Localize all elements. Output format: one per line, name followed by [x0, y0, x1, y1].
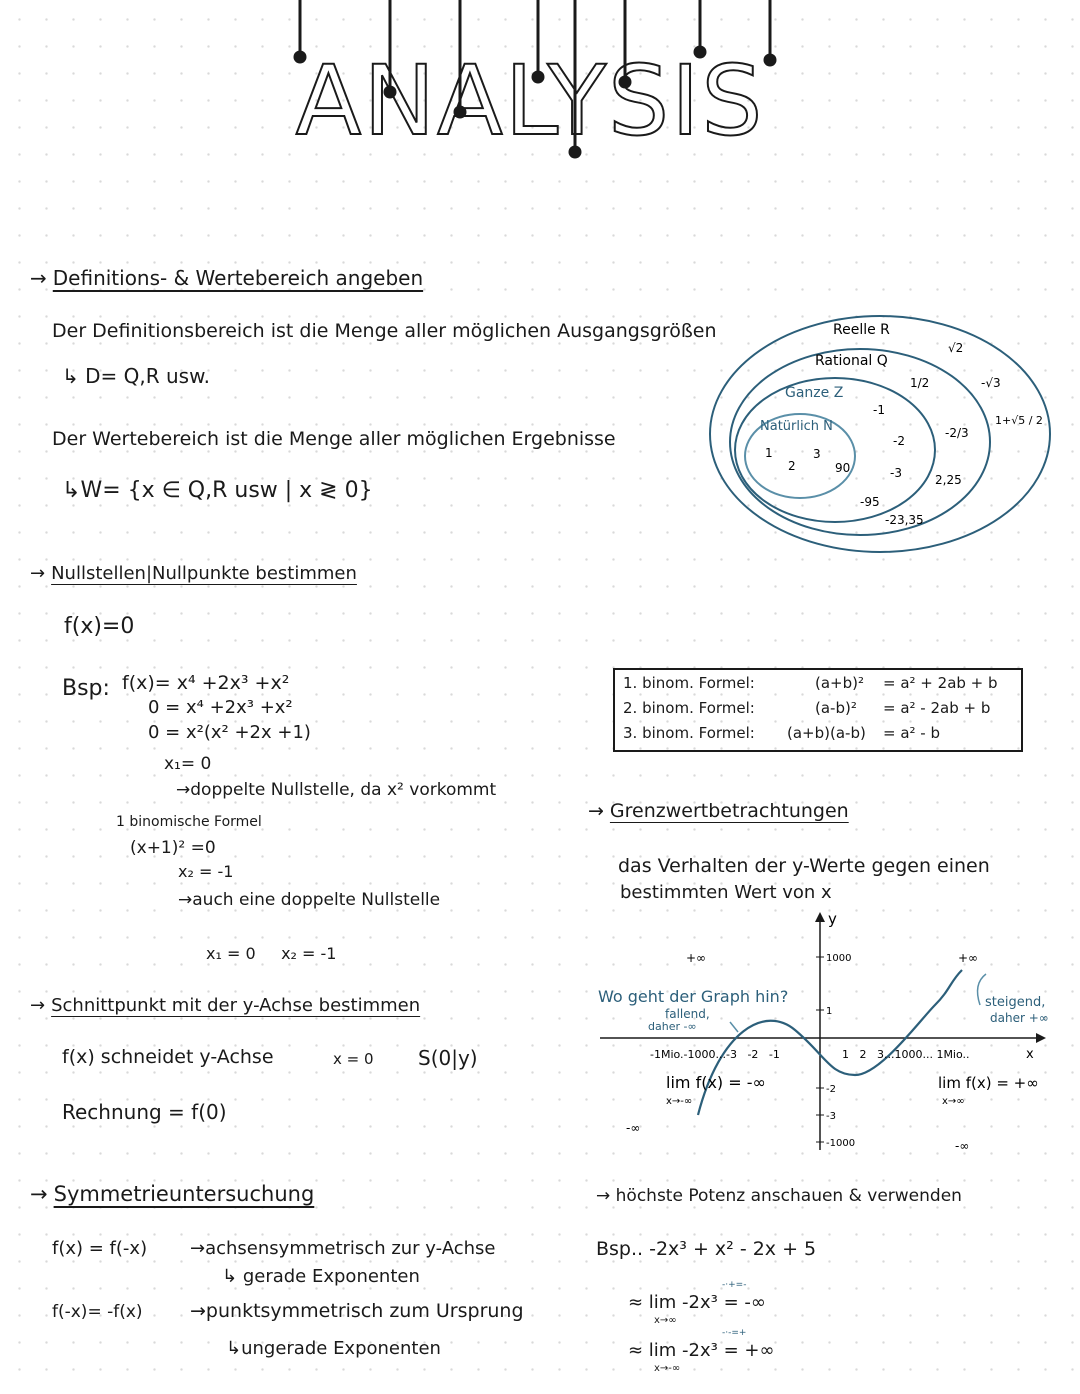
binom-label: 1 binomische Formel: [116, 814, 262, 830]
example-line: 0 = x⁴ +2x³ +x²: [148, 697, 293, 718]
y-intercept-cond: x = 0: [333, 1050, 374, 1068]
symmetry-sub-1: ↳ gerade Exponenten: [222, 1266, 420, 1287]
section-heading-y-intercept: → Schnittpunkt mit der y-Achse bestimmen: [30, 995, 421, 1016]
graph-question: Wo geht der Graph hin?: [598, 987, 789, 1006]
example-line: 0 = x²(x² +2x +1): [148, 722, 311, 743]
section-heading-zeros: → Nullstellen|Nullpunkte bestimmen: [30, 563, 357, 584]
y-tick: -2: [826, 1084, 836, 1095]
section-heading-symmetry: → Symmetrieuntersuchung: [30, 1182, 315, 1206]
zero-rule: f(x)=0: [64, 614, 135, 639]
minus-inf-left: -∞: [626, 1121, 641, 1135]
set-label-natural: Natürlich N: [760, 419, 833, 434]
lim-right-sub: x→∞: [942, 1096, 965, 1107]
binom-lhs-1: (a+b)²: [815, 674, 864, 692]
symmetry-desc-1: →achsensymmetrisch zur y-Achse: [190, 1238, 496, 1259]
section-heading-limits: → Grenzwertbetrachtungen: [588, 800, 849, 822]
x-axis-arrow: [1036, 1033, 1046, 1043]
y-intercept-calc: Rechnung = f(0): [62, 1100, 227, 1124]
y-intercept-point: S(0|y): [418, 1046, 478, 1070]
y-tick: 1: [826, 1006, 833, 1017]
lim-left: lim f(x) = -∞: [666, 1073, 766, 1092]
binom-lhs-2: (a-b)²: [815, 699, 857, 717]
plus-inf-left: +∞: [686, 951, 707, 965]
y-axis-arrow: [815, 912, 825, 922]
limits-text-2: bestimmten Wert von x: [620, 882, 832, 903]
zeros-result: x₁ = 0 x₂ = -1: [206, 944, 337, 963]
title-banner: [240, 0, 820, 175]
lim-right: lim f(x) = +∞: [938, 1074, 1039, 1092]
y-intercept-text: f(x) schneidet y-Achse: [62, 1046, 274, 1068]
arrow-fallend: [730, 1022, 738, 1032]
y-axis-label: y: [828, 910, 837, 928]
example-line: x₁= 0: [164, 754, 212, 774]
limit-graph: [590, 910, 1060, 1160]
set-label-real: Reelle R: [833, 322, 890, 338]
x-ticks-left: -1Mio.-1000...-3 -2 -1: [650, 1048, 780, 1061]
section-heading-definitions: → Definitions- & Wertebereich angeben: [30, 266, 424, 290]
real-num: √2: [948, 341, 964, 355]
binom-row-2: 2. binom. Formel:: [623, 699, 755, 717]
fallend-label-2: daher -∞: [648, 1020, 697, 1033]
limit-example: Bsp.. -2x³ + x² - 2x + 5: [596, 1238, 817, 1260]
definition-formula: ↳ D= Q,R usw.: [62, 364, 210, 388]
real-num: -√3: [981, 376, 1001, 390]
rat-num: 1/2: [910, 376, 930, 390]
y-tick: -3: [826, 1111, 836, 1122]
range-formula: ↳W= {x ∈ Q,R usw | x ≷ 0}: [62, 478, 373, 503]
example-line: f(x)= x⁴ +2x³ +x²: [122, 672, 290, 694]
set-label-integer: Ganze Z: [785, 385, 844, 401]
set-label-rational: Rational Q: [815, 353, 888, 369]
limits-text-1: das Verhalten der y-Werte gegen einen: [618, 855, 990, 877]
steigend-label: steigend,: [985, 995, 1046, 1010]
binom-row-3: 3. binom. Formel:: [623, 724, 755, 742]
rat-num: 2,25: [935, 473, 962, 487]
symmetry-sub-2: ↳ungerade Exponenten: [226, 1338, 441, 1359]
note-double-zero-2: →auch eine doppelte Nullstelle: [178, 890, 441, 910]
limit-example-1-sub: x→∞: [654, 1315, 677, 1326]
nat-num: 2: [788, 459, 796, 473]
binom-row-1: 1. binom. Formel:: [623, 674, 755, 692]
symmetry-eq-1: f(x) = f(-x): [52, 1238, 148, 1259]
y-tick: 1000: [826, 953, 852, 964]
bsp-label: Bsp:: [62, 676, 110, 701]
symmetry-desc-2: →punktsymmetrisch zum Ursprung: [190, 1300, 524, 1322]
rat-num: -2/3: [945, 426, 969, 440]
minus-inf-right: -∞: [955, 1139, 970, 1153]
number-sets-diagram: [705, 312, 1060, 562]
x-axis-label: x: [1026, 1047, 1034, 1062]
int-num: -2: [893, 434, 905, 448]
limit-example-2: ≈ lim -2x³ = +∞: [628, 1340, 775, 1361]
plus-inf-right: +∞: [958, 951, 979, 965]
limit-example-2-sub: x→-∞: [654, 1363, 681, 1374]
limit-example-1: ≈ lim -2x³ = -∞: [628, 1292, 766, 1313]
symmetry-eq-2: f(-x)= -f(x): [52, 1302, 143, 1322]
binom-rhs-2: = a² - 2ab + b: [883, 699, 991, 717]
binom-lhs-3: (a+b)(a-b): [787, 724, 866, 742]
nat-num: 90: [835, 461, 851, 475]
binom-rhs-3: = a² - b: [883, 724, 941, 742]
rat-num: -23,35: [885, 513, 924, 527]
range-text: Der Wertebereich ist die Menge aller möglichen Ergebnisse: [52, 428, 616, 450]
int-num: -1: [873, 403, 885, 417]
binomial-formulas-box: [613, 668, 1023, 752]
int-num: -95: [860, 495, 880, 509]
steigend-label-2: daher +∞: [990, 1011, 1049, 1025]
definition-text: Der Definitionsbereich ist die Menge aller möglichen Ausgangsgrößen: [52, 320, 717, 342]
fallend-label: fallend,: [665, 1007, 710, 1021]
highest-power-tip: → höchste Potenz anschauen & verwenden: [596, 1186, 962, 1206]
binom-eq: (x+1)² =0: [130, 838, 216, 858]
x2-value: x₂ = -1: [178, 862, 234, 881]
nat-num: 1: [765, 446, 773, 460]
x-ticks-right: 1 2 3...1000... 1Mio..: [842, 1048, 970, 1061]
limit-signs-2: -·-=+: [722, 1328, 747, 1338]
y-tick: -1000: [826, 1138, 856, 1149]
int-num: -3: [890, 466, 902, 480]
binom-rhs-1: = a² + 2ab + b: [883, 674, 998, 692]
nat-num: 3: [813, 447, 821, 461]
title-text: ANALYSIS: [295, 45, 765, 157]
real-num: 1+√5 / 2: [995, 414, 1043, 427]
note-double-zero: →doppelte Nullstelle, da x² vorkommt: [176, 780, 497, 800]
lim-left-sub: x→-∞: [666, 1096, 693, 1107]
limit-signs-1: -·+=-: [722, 1280, 747, 1290]
